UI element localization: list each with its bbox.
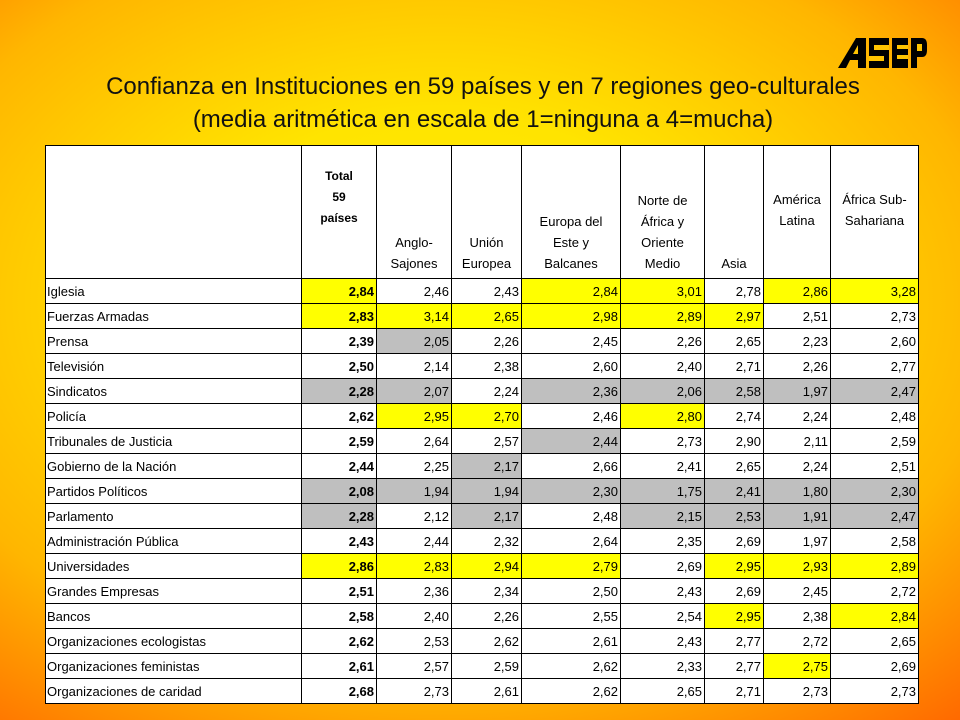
value-cell: 2,14 <box>377 354 452 379</box>
total-cell: 2,28 <box>302 379 377 404</box>
value-cell: 2,26 <box>764 354 831 379</box>
title-line-1: Confianza en Instituciones en 59 países y en 7 regiones geo-culturales <box>106 73 860 100</box>
total-cell: 2,61 <box>302 654 377 679</box>
value-cell: 2,06 <box>621 379 705 404</box>
row-label: Grandes Empresas <box>46 579 302 604</box>
table-row <box>46 679 919 704</box>
value-cell: 2,73 <box>764 679 831 704</box>
value-cell: 1,75 <box>621 479 705 504</box>
total-cell: 2,51 <box>302 579 377 604</box>
value-cell: 2,86 <box>764 279 831 304</box>
table-row <box>46 604 919 629</box>
value-cell: 2,51 <box>831 454 919 479</box>
total-cell: 2,68 <box>302 679 377 704</box>
header-region-line: Medio <box>644 256 681 271</box>
value-cell: 2,89 <box>621 304 705 329</box>
total-cell: 2,50 <box>302 354 377 379</box>
value-cell: 2,89 <box>831 554 919 579</box>
header-region <box>621 146 705 279</box>
value-cell: 1,91 <box>764 504 831 529</box>
value-cell: 2,36 <box>522 379 621 404</box>
value-cell: 2,74 <box>705 404 764 429</box>
table-row <box>46 654 919 679</box>
value-cell: 2,62 <box>452 629 522 654</box>
asep-logo <box>836 36 928 70</box>
value-cell: 2,71 <box>705 354 764 379</box>
row-label: Universidades <box>46 554 302 579</box>
header-region-line: Anglo- <box>395 235 433 250</box>
header-region-line: Asia <box>721 256 747 271</box>
value-cell: 2,41 <box>621 454 705 479</box>
header-region-line: Oriente <box>641 235 684 250</box>
total-cell: 2,08 <box>302 479 377 504</box>
value-cell: 2,78 <box>705 279 764 304</box>
value-cell: 2,80 <box>621 404 705 429</box>
value-cell: 1,94 <box>377 479 452 504</box>
value-cell: 2,38 <box>452 354 522 379</box>
value-cell: 2,58 <box>705 379 764 404</box>
value-cell: 2,53 <box>705 504 764 529</box>
value-cell: 2,58 <box>831 529 919 554</box>
value-cell: 1,94 <box>452 479 522 504</box>
table-row <box>46 354 919 379</box>
header-total-line: 59 <box>332 190 346 204</box>
header-region <box>705 146 764 279</box>
value-cell: 2,25 <box>377 454 452 479</box>
value-cell: 2,65 <box>452 304 522 329</box>
row-label: Televisión <box>46 354 302 379</box>
header-blank <box>46 146 302 279</box>
table-row <box>46 454 919 479</box>
value-cell: 2,32 <box>452 529 522 554</box>
total-cell: 2,62 <box>302 629 377 654</box>
table-row <box>46 554 919 579</box>
value-cell: 2,73 <box>831 304 919 329</box>
value-cell: 2,77 <box>705 629 764 654</box>
value-cell: 2,73 <box>621 429 705 454</box>
header-region-line: Norte de <box>637 193 688 208</box>
header-region-line: Europa del <box>539 214 603 229</box>
value-cell: 2,46 <box>377 279 452 304</box>
value-cell: 2,90 <box>705 429 764 454</box>
value-cell: 2,94 <box>452 554 522 579</box>
value-cell: 2,57 <box>452 429 522 454</box>
header-region-line: Europea <box>461 256 512 271</box>
row-label: Gobierno de la Nación <box>46 454 302 479</box>
row-label: Prensa <box>46 329 302 354</box>
value-cell: 1,97 <box>764 379 831 404</box>
row-label: Fuerzas Armadas <box>46 304 302 329</box>
value-cell: 2,60 <box>522 354 621 379</box>
table-row <box>46 529 919 554</box>
value-cell: 2,40 <box>377 604 452 629</box>
value-cell: 2,48 <box>831 404 919 429</box>
row-label: Organizaciones ecologistas <box>46 629 302 654</box>
value-cell: 2,26 <box>621 329 705 354</box>
value-cell: 2,12 <box>377 504 452 529</box>
value-cell: 2,48 <box>522 504 621 529</box>
value-cell: 3,14 <box>377 304 452 329</box>
value-cell: 2,64 <box>522 529 621 554</box>
total-cell: 2,59 <box>302 429 377 454</box>
value-cell: 2,45 <box>522 329 621 354</box>
header-total-line: países <box>320 211 358 225</box>
value-cell: 2,46 <box>522 404 621 429</box>
value-cell: 2,83 <box>377 554 452 579</box>
header-region <box>831 146 919 279</box>
value-cell: 2,30 <box>831 479 919 504</box>
header-region-line: Balcanes <box>544 256 598 271</box>
row-label: Policía <box>46 404 302 429</box>
value-cell: 2,61 <box>522 629 621 654</box>
value-cell: 2,11 <box>764 429 831 454</box>
table-row <box>46 279 919 304</box>
value-cell: 2,77 <box>831 354 919 379</box>
value-cell: 2,34 <box>452 579 522 604</box>
row-label: Bancos <box>46 604 302 629</box>
row-label: Partidos Políticos <box>46 479 302 504</box>
value-cell: 2,41 <box>705 479 764 504</box>
value-cell: 2,95 <box>705 604 764 629</box>
value-cell: 2,07 <box>377 379 452 404</box>
table-row <box>46 479 919 504</box>
value-cell: 2,79 <box>522 554 621 579</box>
value-cell: 2,36 <box>377 579 452 604</box>
total-cell: 2,62 <box>302 404 377 429</box>
value-cell: 2,57 <box>377 654 452 679</box>
header-region-line: África Sub- <box>842 192 907 207</box>
value-cell: 2,75 <box>764 654 831 679</box>
value-cell: 2,50 <box>522 579 621 604</box>
value-cell: 2,95 <box>705 554 764 579</box>
value-cell: 2,64 <box>377 429 452 454</box>
row-label: Administración Pública <box>46 529 302 554</box>
value-cell: 2,26 <box>452 329 522 354</box>
table-row <box>46 629 919 654</box>
value-cell: 2,62 <box>522 654 621 679</box>
total-cell: 2,44 <box>302 454 377 479</box>
value-cell: 2,26 <box>452 604 522 629</box>
table-row <box>46 429 919 454</box>
value-cell: 2,69 <box>705 529 764 554</box>
table-row <box>46 379 919 404</box>
total-cell: 2,39 <box>302 329 377 354</box>
value-cell: 1,97 <box>764 529 831 554</box>
header-total <box>302 146 377 279</box>
table-row <box>46 404 919 429</box>
value-cell: 1,80 <box>764 479 831 504</box>
total-cell: 2,58 <box>302 604 377 629</box>
row-label: Organizaciones de caridad <box>46 679 302 704</box>
header-row <box>46 146 919 279</box>
value-cell: 2,71 <box>705 679 764 704</box>
value-cell: 2,54 <box>621 604 705 629</box>
header-region-line: Unión <box>469 235 504 250</box>
header-region <box>452 146 522 279</box>
value-cell: 2,65 <box>705 454 764 479</box>
table-row <box>46 329 919 354</box>
value-cell: 2,77 <box>705 654 764 679</box>
value-cell: 2,53 <box>377 629 452 654</box>
value-cell: 2,59 <box>831 429 919 454</box>
value-cell: 2,60 <box>831 329 919 354</box>
header-region-line: Este y <box>552 235 590 250</box>
value-cell: 2,69 <box>831 654 919 679</box>
value-cell: 2,93 <box>764 554 831 579</box>
value-cell: 2,72 <box>831 579 919 604</box>
value-cell: 2,05 <box>377 329 452 354</box>
total-cell: 2,86 <box>302 554 377 579</box>
value-cell: 2,72 <box>764 629 831 654</box>
header-region-line: Sajones <box>390 256 438 271</box>
total-cell: 2,84 <box>302 279 377 304</box>
total-cell: 2,28 <box>302 504 377 529</box>
value-cell: 2,40 <box>621 354 705 379</box>
value-cell: 2,38 <box>764 604 831 629</box>
value-cell: 2,55 <box>522 604 621 629</box>
row-label: Sindicatos <box>46 379 302 404</box>
value-cell: 2,84 <box>522 279 621 304</box>
table-body <box>46 279 919 704</box>
row-label: Parlamento <box>46 504 302 529</box>
page-title <box>0 70 960 136</box>
value-cell: 2,84 <box>831 604 919 629</box>
title-line-2: (media aritmética en escala de 1=ninguna a 4=mucha) <box>192 106 774 133</box>
table-row <box>46 304 919 329</box>
table-row <box>46 504 919 529</box>
header-region-line: Sahariana <box>844 213 905 228</box>
value-cell: 2,43 <box>452 279 522 304</box>
value-cell: 2,59 <box>452 654 522 679</box>
value-cell: 2,73 <box>831 679 919 704</box>
value-cell: 2,35 <box>621 529 705 554</box>
value-cell: 2,98 <box>522 304 621 329</box>
value-cell: 2,43 <box>621 629 705 654</box>
value-cell: 2,69 <box>705 579 764 604</box>
value-cell: 3,01 <box>621 279 705 304</box>
value-cell: 2,61 <box>452 679 522 704</box>
header-region-line: África y <box>640 214 685 229</box>
header-region <box>522 146 621 279</box>
header-region-line: Latina <box>779 213 815 228</box>
value-cell: 2,69 <box>621 554 705 579</box>
value-cell: 2,33 <box>621 654 705 679</box>
value-cell: 2,95 <box>377 404 452 429</box>
value-cell: 2,44 <box>377 529 452 554</box>
value-cell: 2,97 <box>705 304 764 329</box>
value-cell: 2,62 <box>522 679 621 704</box>
value-cell: 2,30 <box>522 479 621 504</box>
value-cell: 2,66 <box>522 454 621 479</box>
value-cell: 2,17 <box>452 504 522 529</box>
table-row <box>46 579 919 604</box>
value-cell: 3,28 <box>831 279 919 304</box>
row-label: Tribunales de Justicia <box>46 429 302 454</box>
confidence-table <box>45 145 919 704</box>
value-cell: 2,15 <box>621 504 705 529</box>
total-cell: 2,43 <box>302 529 377 554</box>
value-cell: 2,65 <box>831 629 919 654</box>
value-cell: 2,17 <box>452 454 522 479</box>
header-total-line: Total <box>325 169 353 183</box>
value-cell: 2,24 <box>764 454 831 479</box>
total-cell: 2,83 <box>302 304 377 329</box>
row-label: Iglesia <box>46 279 302 304</box>
value-cell: 2,24 <box>764 404 831 429</box>
value-cell: 2,23 <box>764 329 831 354</box>
value-cell: 2,65 <box>621 679 705 704</box>
header-region <box>764 146 831 279</box>
value-cell: 2,73 <box>377 679 452 704</box>
value-cell: 2,51 <box>764 304 831 329</box>
value-cell: 2,47 <box>831 504 919 529</box>
value-cell: 2,24 <box>452 379 522 404</box>
value-cell: 2,70 <box>452 404 522 429</box>
header-region-line: América <box>773 192 821 207</box>
value-cell: 2,43 <box>621 579 705 604</box>
row-label: Organizaciones feministas <box>46 654 302 679</box>
value-cell: 2,45 <box>764 579 831 604</box>
header-region <box>377 146 452 279</box>
value-cell: 2,65 <box>705 329 764 354</box>
value-cell: 2,44 <box>522 429 621 454</box>
value-cell: 2,47 <box>831 379 919 404</box>
